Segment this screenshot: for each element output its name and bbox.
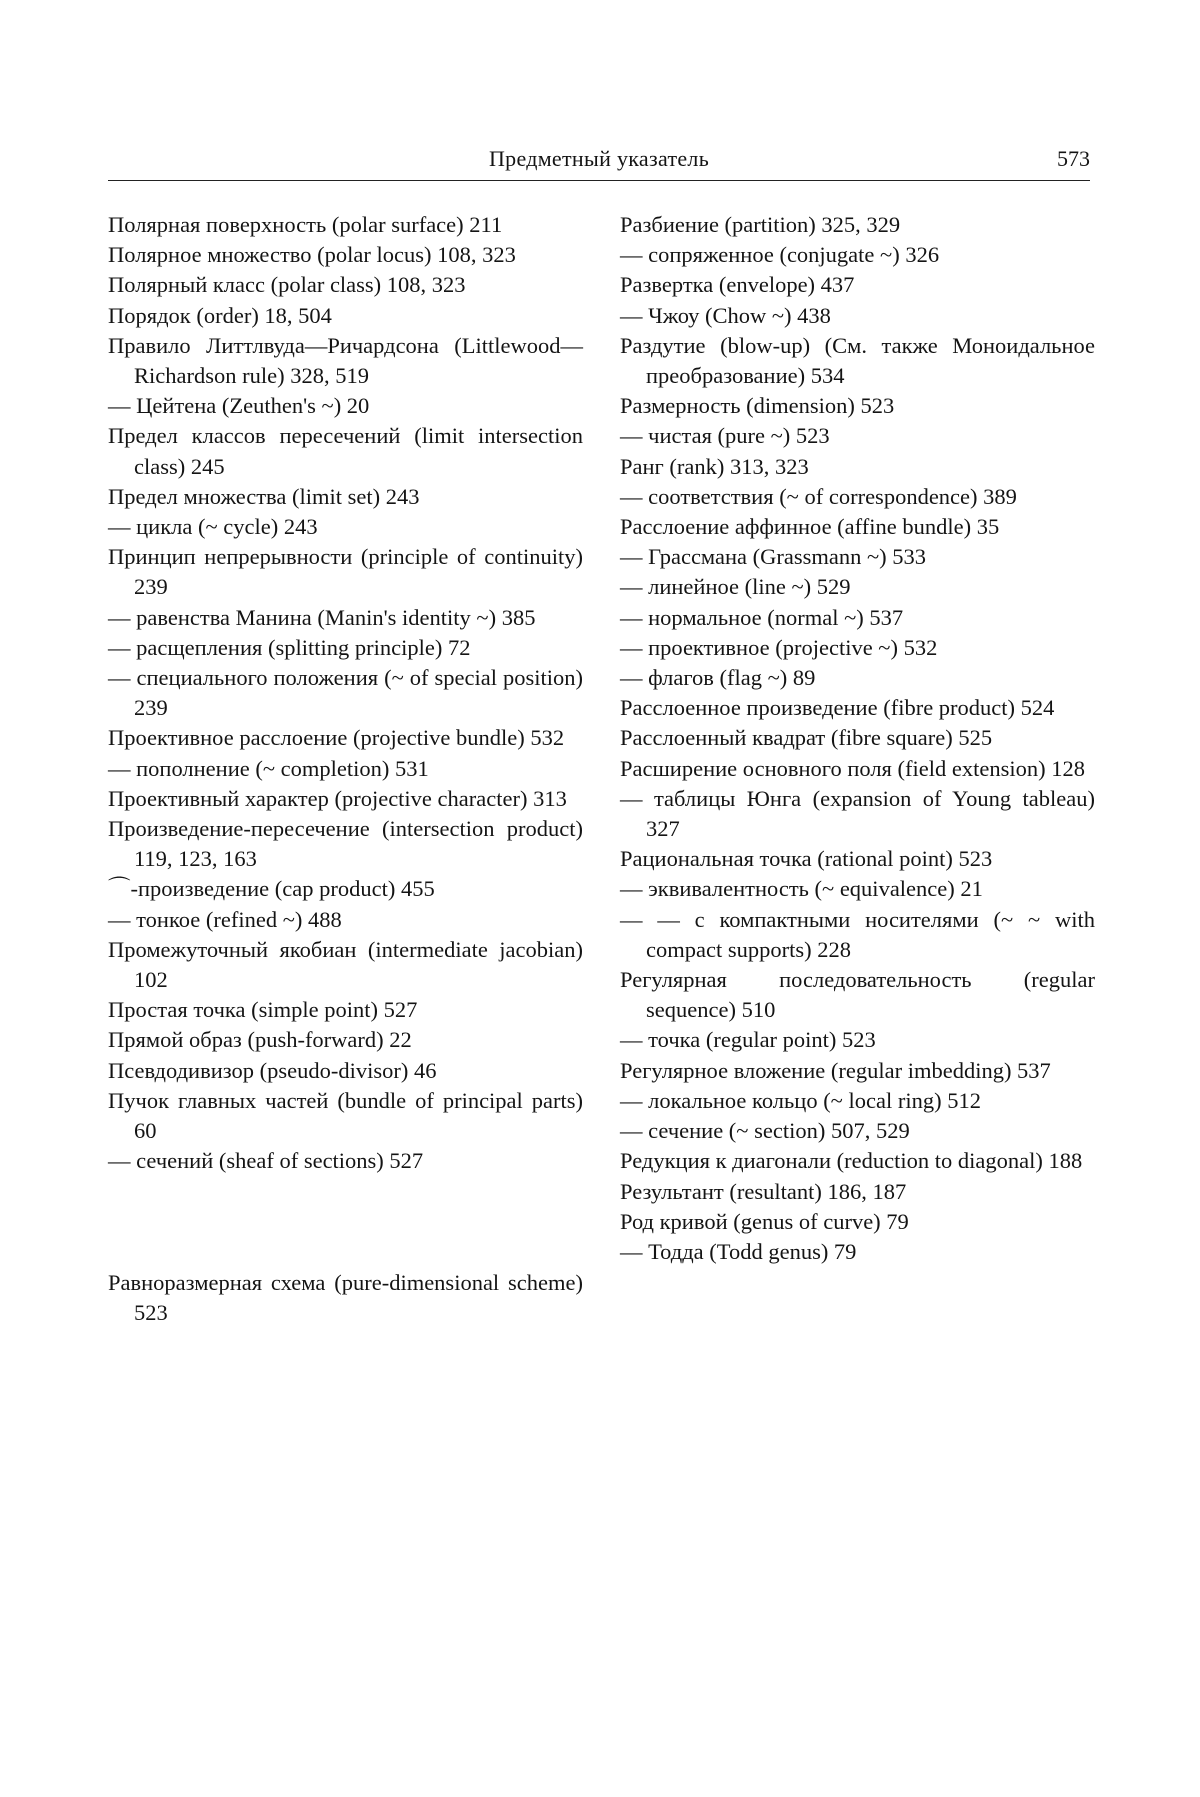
index-entry: — Чжоу (Chow ~) 438 bbox=[620, 302, 831, 328]
index-entry: — Цейтена (Zeuthen's ~) 20 bbox=[108, 393, 370, 419]
index-entry: Род кривой (genus of curve) 79 bbox=[620, 1208, 909, 1234]
index-entry: Полярное множество (polar locus) 108, 323 bbox=[108, 242, 516, 268]
index-entry: Ранг (rank) 313, 323 bbox=[620, 453, 809, 479]
index-entry: Пучок главных частей (bundle of principal parts) 60 bbox=[108, 1087, 583, 1144]
index-entry: Проективный характер (projective character) 313 bbox=[108, 785, 567, 811]
index-entry: — чистая (pure ~) 523 bbox=[620, 423, 830, 449]
index-entry: — точка (regular point) 523 bbox=[620, 1027, 876, 1053]
index-entry: Редукция к диагонали (reduction to diagonal) 188 bbox=[620, 1148, 1083, 1174]
index-entry: — цикла (~ cycle) 243 bbox=[108, 514, 318, 540]
index-entry: Промежуточный якобиан (intermediate jacobian) 102 bbox=[108, 936, 583, 993]
running-title: Предметный указатель bbox=[488, 146, 710, 171]
index-entry: Рациональная точка (rational point) 523 bbox=[620, 846, 993, 872]
index-entry: ⌒-произведение (cap product) 455 bbox=[108, 876, 435, 902]
index-entry: Простая точка (simple point) 527 bbox=[108, 997, 418, 1023]
index-entry: Предел классов пересечений (limit intersection class) 245 bbox=[108, 423, 583, 479]
index-entry: Проективное расслоение (projective bundle) 532 bbox=[108, 725, 565, 751]
index-entry: Предел множества (limit set) 243 bbox=[108, 483, 420, 509]
page-number: 573 bbox=[1057, 146, 1090, 171]
index-entry: — тонкое (refined ~) 488 bbox=[108, 906, 342, 932]
index-entry: — эквивалентность (~ equivalence) 21 bbox=[620, 876, 983, 902]
index-entry: — сечение (~ section) 507, 529 bbox=[620, 1118, 910, 1144]
index-entry: — равенства Манина (Manin's identity ~) 385 bbox=[108, 604, 536, 630]
index-entry: — сопряженное (conjugate ~) 326 bbox=[620, 242, 940, 268]
index-entry: — проективное (projective ~) 532 bbox=[620, 634, 938, 660]
index-entry: — локальное кольцо (~ local ring) 512 bbox=[620, 1087, 981, 1113]
index-entry: Расслоение аффинное (affine bundle) 35 bbox=[620, 514, 1000, 540]
index-entry: Разбиение (partition) 325, 329 bbox=[620, 212, 901, 237]
index-entry: Регулярная последовательность (regular sequence) 510 bbox=[620, 967, 1095, 1023]
right-column bbox=[620, 210, 1095, 1267]
index-entry: — флагов (flag ~) 89 bbox=[620, 665, 816, 691]
section-gap bbox=[108, 1177, 583, 1268]
index-entry: Равноразмерная схема (pure-dimensional scheme) 523 bbox=[108, 1269, 583, 1325]
index-entry: Размерность (dimension) 523 bbox=[620, 393, 895, 419]
index-entry: — специального положения (~ of special position) 239 bbox=[108, 665, 583, 721]
index-entry: — пополнение (~ completion) 531 bbox=[108, 755, 429, 781]
index-entry: Результант (resultant) 186, 187 bbox=[620, 1178, 907, 1204]
index-entry: Принцип непрерывности (principle of continuity) 239 bbox=[108, 544, 583, 600]
index-entry: Полярный класс (polar class) 108, 323 bbox=[108, 272, 466, 298]
index-entry: Развертка (envelope) 437 bbox=[620, 272, 855, 298]
index-entry: Произведение-пересечение (intersection product) 119, 123, 163 bbox=[108, 816, 583, 872]
index-entry: — расщепления (splitting principle) 72 bbox=[108, 634, 471, 660]
index-entry: Полярная поверхность (polar surface) 211 bbox=[108, 212, 503, 237]
index-entry: — сечений (sheaf of sections) 527 bbox=[108, 1148, 424, 1174]
index-entry: Регулярное вложение (regular imbedding) 537 bbox=[620, 1057, 1051, 1083]
left-column bbox=[108, 210, 583, 1328]
index-entry: Расширение основного поля (field extension) 128 bbox=[620, 755, 1085, 781]
index-entry: — Грассмана (Grassmann ~) 533 bbox=[620, 544, 927, 570]
index-entry: Расслоенное произведение (fibre product) 524 bbox=[620, 695, 1055, 721]
index-entry: Порядок (order) 18, 504 bbox=[108, 302, 332, 328]
index-entry: — — с компактными носителями (~ ~ with compact supports) 228 bbox=[620, 906, 1095, 962]
index-entry: — Тодда (Todd genus) 79 bbox=[620, 1238, 857, 1264]
index-entry: Псевдодивизор (pseudo-divisor) 46 bbox=[108, 1057, 437, 1083]
index-entry: Прямой образ (push-forward) 22 bbox=[108, 1027, 412, 1053]
page-header bbox=[108, 146, 1090, 181]
index-entry: Правило Литтлвуда—Ричардсона (Littlewood—Richardson rule) 328, 519 bbox=[108, 332, 583, 389]
index-entry: Раздутие (blow-up) (См. также Моноидальное преобразование) 534 bbox=[620, 332, 1095, 389]
index-entry: Расслоенный квадрат (fibre square) 525 bbox=[620, 725, 993, 751]
index-entry: — линейное (line ~) 529 bbox=[620, 574, 851, 600]
index-entry: — соответствия (~ of correspondence) 389 bbox=[620, 483, 1017, 509]
index-entry: — таблицы Юнга (expansion of Young tableau) 327 bbox=[620, 785, 1095, 842]
index-entry: — нормальное (normal ~) 537 bbox=[620, 604, 904, 630]
